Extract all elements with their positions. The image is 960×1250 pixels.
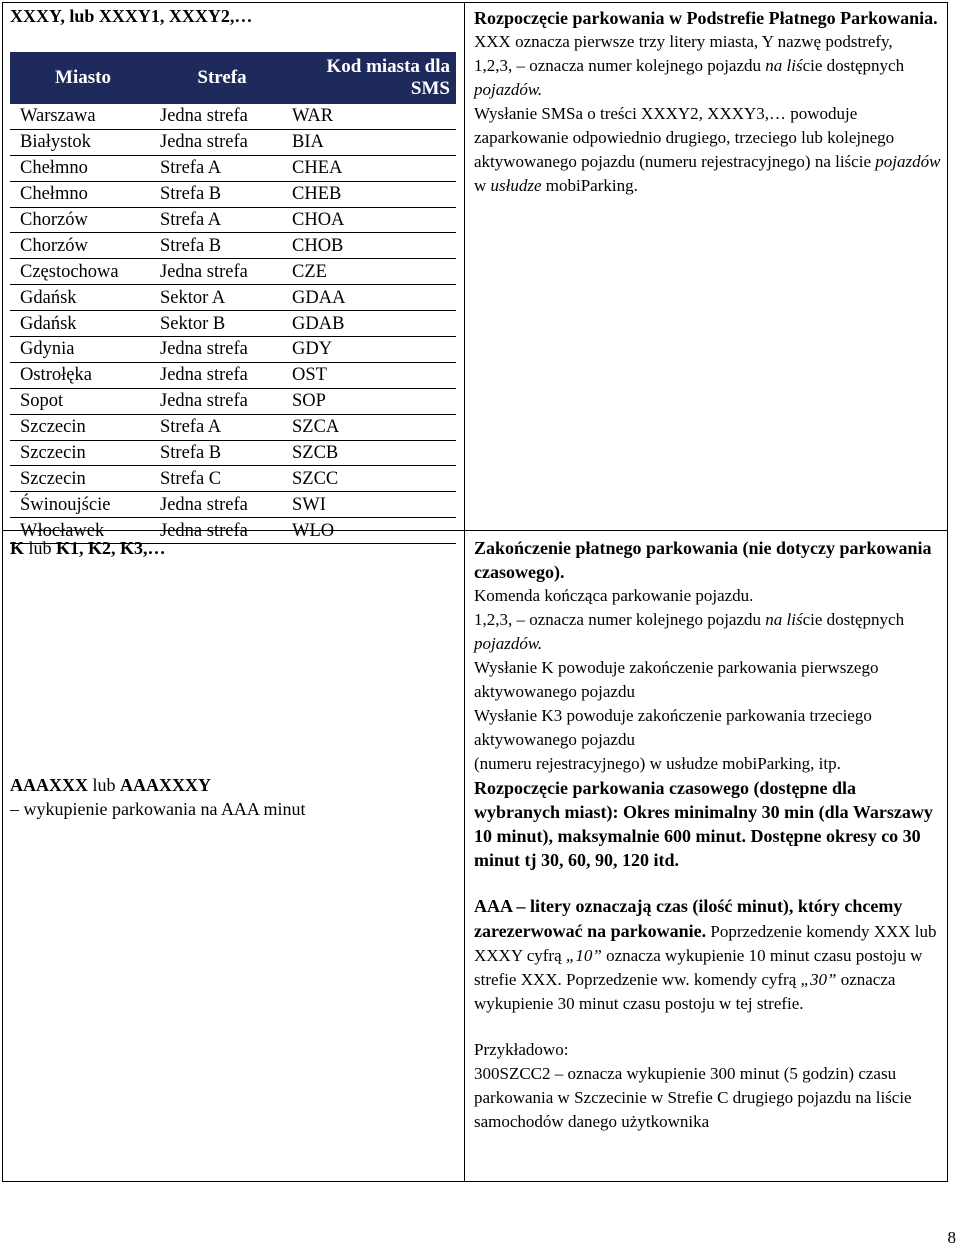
- city-cell: Świnoujście: [10, 492, 156, 518]
- table-row: [10, 466, 456, 492]
- table-row: [10, 337, 456, 363]
- command-2-kn: K1, K2, K3,…: [56, 538, 166, 558]
- example-text: 300SZCC2 – oznacza wykupienie 300 minut (5 godzin) czasu parkowania w Szczecinie w Strefie C drugiego pojazdu na liście samochodów danego użytkownika: [474, 1064, 912, 1131]
- command-2-title: [10, 538, 458, 559]
- sms-code-cell: GDY: [288, 337, 456, 363]
- city-cell: Sopot: [10, 388, 156, 414]
- section-timed-parking: [474, 776, 944, 1134]
- table-row: [10, 259, 456, 285]
- city-cell: Warszawa: [10, 104, 156, 129]
- city-cell: Chełmno: [10, 155, 156, 181]
- city-cell: Chorzów: [10, 207, 156, 233]
- table-row: [10, 362, 456, 388]
- sms-code-cell: OST: [288, 362, 456, 388]
- section-2-line-2: [474, 608, 944, 656]
- zone-cell: Strefa B: [156, 181, 288, 207]
- sms-code-cell: SOP: [288, 388, 456, 414]
- command-3-b: AAAXXXY: [120, 775, 212, 795]
- zone-cell: Jedna strefa: [156, 362, 288, 388]
- table-row: [10, 129, 456, 155]
- table-header-row: [10, 52, 456, 104]
- city-cell: Szczecin: [10, 440, 156, 466]
- s2-l2c: cie dostępnych: [802, 610, 905, 629]
- city-cell: Częstochowa: [10, 259, 156, 285]
- s1-l3c: w: [474, 176, 491, 195]
- table-row: [10, 155, 456, 181]
- table-row: [10, 181, 456, 207]
- row-divider-right: [464, 530, 948, 531]
- sms-code-cell: GDAA: [288, 285, 456, 311]
- city-cell: Chorzów: [10, 233, 156, 259]
- section-2-line-1: Komenda kończąca parkowanie pojazdu.: [474, 586, 754, 605]
- s2-l2d: pojazdów.: [474, 634, 543, 653]
- example-label: Przykładowo:: [474, 1040, 569, 1059]
- city-cell: Włocławek: [10, 518, 156, 544]
- zone-cell: Jedna strefa: [156, 337, 288, 363]
- s1-l2d: pojazdów.: [474, 80, 543, 99]
- s2-l2a: 1,2,3, – oznacza numer kolejnego pojazdu: [474, 610, 766, 629]
- header-city: Miasto: [55, 67, 111, 88]
- section-2-line-5: (numeru rejestracyjnego) w usłudze mobiParking, itp.: [474, 754, 841, 773]
- section-1-line-2: [474, 54, 944, 102]
- s3-p2e: oznacza wykupienie 30 minut czasu postoju w tej strefie.: [474, 970, 896, 1013]
- sms-code-cell: CHOB: [288, 233, 456, 259]
- sms-code-cell: CHOA: [288, 207, 456, 233]
- sms-code-cell: CZE: [288, 259, 456, 285]
- zone-cell: Jedna strefa: [156, 492, 288, 518]
- command-3-title: [10, 775, 458, 796]
- sms-code-cell: CHEA: [288, 155, 456, 181]
- s1-l3: Wysłanie SMSa o treści XXXY2, XXXY3,… powoduje zaparkowanie odpowiednio drugiego, trzeciego lub kolejnego aktywowanego pojazdu (numeru rejestracyjnego) na liście: [474, 104, 895, 171]
- zone-cell: Jedna strefa: [156, 259, 288, 285]
- s3-p2-bold: AAA – litery oznaczają czas (ilość minut), który chcemy zarezerwować na parkowanie.: [474, 896, 903, 941]
- s1-l3e: mobiParking.: [541, 176, 638, 195]
- zone-cell: Jedna strefa: [156, 388, 288, 414]
- sms-code-cell: GDAB: [288, 311, 456, 337]
- header-zone: Strefa: [197, 67, 247, 88]
- section-2-line-4: Wysłanie K3 powoduje zakończenie parkowania trzeciego aktywowanego pojazdu: [474, 706, 872, 749]
- zone-cell: Strefa B: [156, 440, 288, 466]
- s1-l2a: 1,2,3, – oznacza numer kolejnego pojazdu: [474, 56, 766, 75]
- table-row: [10, 388, 456, 414]
- s1-l2c: cie dostępnych: [802, 56, 905, 75]
- table-row: [10, 207, 456, 233]
- city-cell: Chełmno: [10, 181, 156, 207]
- s3-p2d: „30”: [800, 970, 837, 989]
- section-1-title: Rozpoczęcie parkowania w Podstrefie Płatnego Parkowania.: [474, 8, 938, 28]
- s3-p2c: oznacza wykupienie 10 minut czasu postoju w strefie XXX. Poprzedzenie ww. komendy cyfrą: [474, 946, 923, 989]
- s1-l3d: usłudze: [490, 176, 542, 195]
- city-cell: Szczecin: [10, 414, 156, 440]
- table-row: [10, 440, 456, 466]
- table-row: [10, 414, 456, 440]
- command-3-desc: – wykupienie parkowania na AAA minut: [10, 799, 306, 819]
- s3-p2a: Poprzedzenie komendy XXX lub XXXY cyfrą: [474, 922, 937, 965]
- section-1-line-1: XXX oznacza pierwsze trzy litery miasta, Y nazwę podstrefy,: [474, 32, 893, 51]
- section-2-title: Zakończenie płatnego parkowania (nie dotyczy parkowania czasowego).: [474, 538, 932, 582]
- sms-code-cell: SWI: [288, 492, 456, 518]
- s1-l3b: pojazdów: [875, 152, 941, 171]
- sms-code-cell: BIA: [288, 129, 456, 155]
- table-row: [10, 104, 456, 129]
- zone-cell: Strefa B: [156, 233, 288, 259]
- zone-cell: Jedna strefa: [156, 129, 288, 155]
- s3-p2b: „10”: [565, 946, 602, 965]
- zone-cell: Jedna strefa: [156, 518, 288, 544]
- zone-cell: Strefa A: [156, 155, 288, 181]
- section-3-title: Rozpoczęcie parkowania czasowego (dostępne dla wybranych miast): Okres minimalny 30 min (dla Warszawy 10 minut), maksymalnie 600 minut. Dostępne okresy co 30 minut tj 30, 60, 90, 120 itd.: [474, 778, 933, 870]
- sms-code-cell: WLO: [288, 518, 456, 544]
- table-row: [10, 233, 456, 259]
- section-end-parking: [474, 536, 944, 776]
- city-cell: Gdańsk: [10, 285, 156, 311]
- command-1-title: XXXY, lub XXXY1, XXXY2,…: [10, 6, 253, 26]
- sms-code-cell: SZCC: [288, 466, 456, 492]
- sms-code-cell: SZCB: [288, 440, 456, 466]
- section-start-parking: [474, 6, 944, 198]
- city-cell: Szczecin: [10, 466, 156, 492]
- table-row: [10, 311, 456, 337]
- column-divider: [464, 2, 465, 1182]
- city-cell: Białystok: [10, 129, 156, 155]
- city-cell: Gdynia: [10, 337, 156, 363]
- table-row: [10, 492, 456, 518]
- sms-code-cell: SZCA: [288, 414, 456, 440]
- table-row: [10, 285, 456, 311]
- zone-cell: Strefa A: [156, 207, 288, 233]
- section-1-line-3: [474, 102, 944, 198]
- zone-cell: Strefa A: [156, 414, 288, 440]
- command-3-a: AAAXXX: [10, 775, 88, 795]
- s2-l2b: na liś: [765, 610, 803, 629]
- s1-l2b: na liś: [765, 56, 803, 75]
- city-cell: Gdańsk: [10, 311, 156, 337]
- header-sms-code: Kod miasta dla SMS: [326, 56, 450, 99]
- page-number: 8: [947, 1228, 956, 1247]
- command-3-or: lub: [88, 775, 121, 795]
- zone-cell: Jedna strefa: [156, 104, 288, 129]
- command-2-k: K: [10, 538, 25, 558]
- city-cell: Ostrołęka: [10, 362, 156, 388]
- section-3-paragraph: [474, 894, 944, 1016]
- command-2-or: lub: [24, 538, 57, 558]
- zone-cell: Sektor A: [156, 285, 288, 311]
- section-2-line-3: Wysłanie K powoduje zakończenie parkowania pierwszego aktywowanego pojazdu: [474, 658, 879, 701]
- sms-code-cell: WAR: [288, 104, 456, 129]
- city-code-table: [10, 52, 456, 544]
- zone-cell: Strefa C: [156, 466, 288, 492]
- zone-cell: Sektor B: [156, 311, 288, 337]
- sms-code-cell: CHEB: [288, 181, 456, 207]
